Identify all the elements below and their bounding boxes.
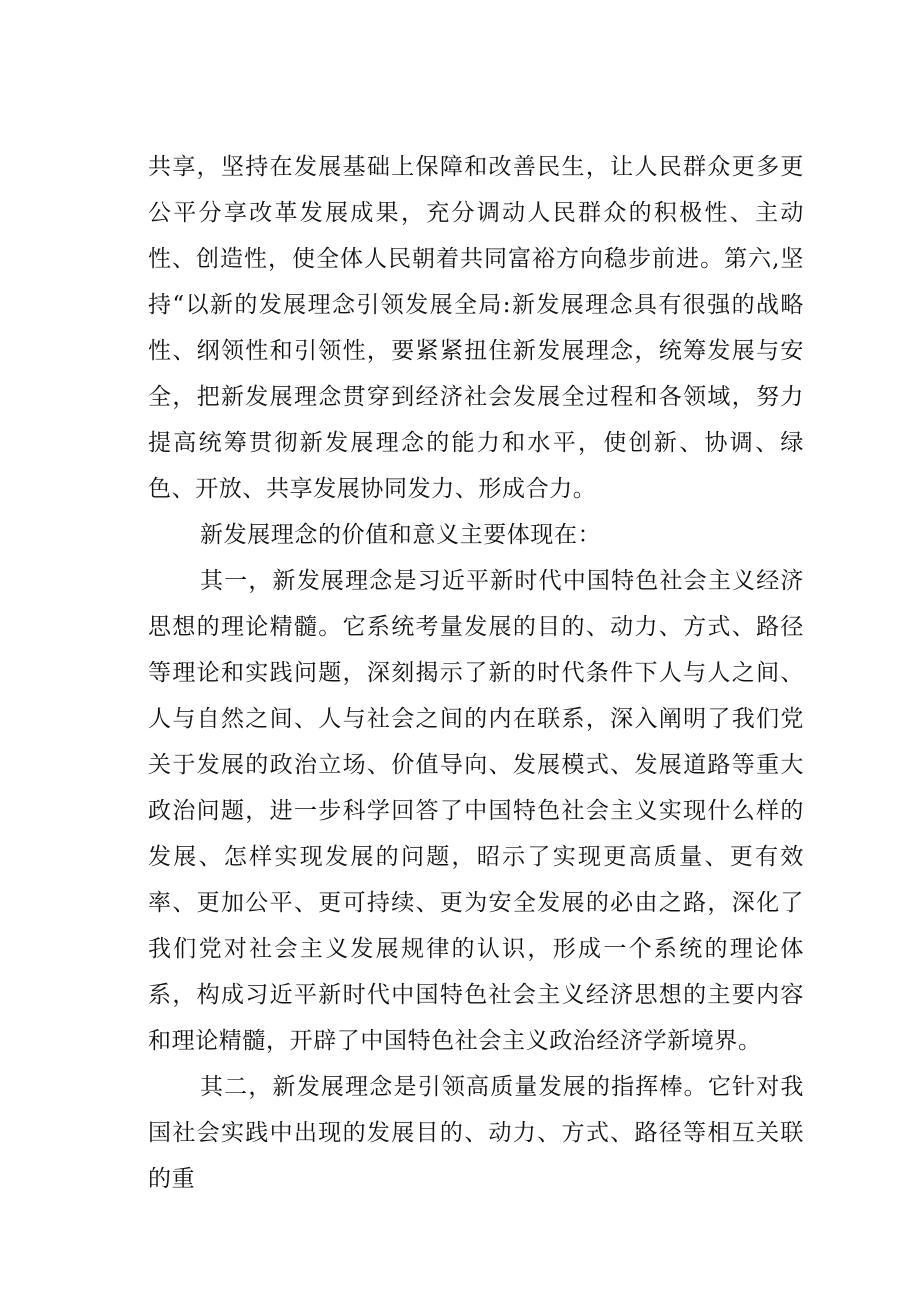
paragraph-point-two: 其二，新发展理念是引领高质量发展的指挥棒。它针对我国社会实践中出现的发展目的、动力、方式、路径等相互关联的重: [148, 1074, 804, 1192]
paragraph-continuation: 共享，坚持在发展基础上保障和改善民生，让人民群众更多更公平分享改革发展成果，充分调动人民群众的积极性、主动性、创造性，使全体人民朝着共同富裕方向稳步前进。第六,坚持“以新的发展理念引领发展全局:新发展理念具有很强的战略性、纲领性和引领性，要紧紧扭住新发展理念，统筹发展与安全，把新发展理念贯穿到经济社会发展全过程和各领域，努力提高统筹贯彻新发展理念的能力和水平，使创新、协调、绿色、开放、共享发展协同发力、形成合力。: [148, 154, 804, 502]
document-body: [148, 144, 804, 1202]
paragraph-point-one: 其一，新发展理念是习近平新时代中国特色社会主义经济思想的理论精髓。它系统考量发展的目的、动力、方式、路径等理论和实践问题，深刻揭示了新的时代条件下人与人之间、人与自然之间、人与社会之间的内在联系，深入阐明了我们党关于发展的政治立场、价值导向、发展模式、发展道路等重大政治问题，进一步科学回答了中国特色社会主义实现什么样的发展、怎样实现发展的问题，昭示了实现更高质量、更有效率、更加公平、更可持续、更为安全发展的必由之路，深化了我们党对社会主义发展规律的认识，形成一个系统的理论体系，构成习近平新时代中国特色社会主义经济思想的主要内容和理论精髓，开辟了中国特色社会主义政治经济学新境界。: [148, 568, 804, 1054]
paragraph-intro: 新发展理念的价值和意义主要体现在：: [200, 522, 602, 548]
